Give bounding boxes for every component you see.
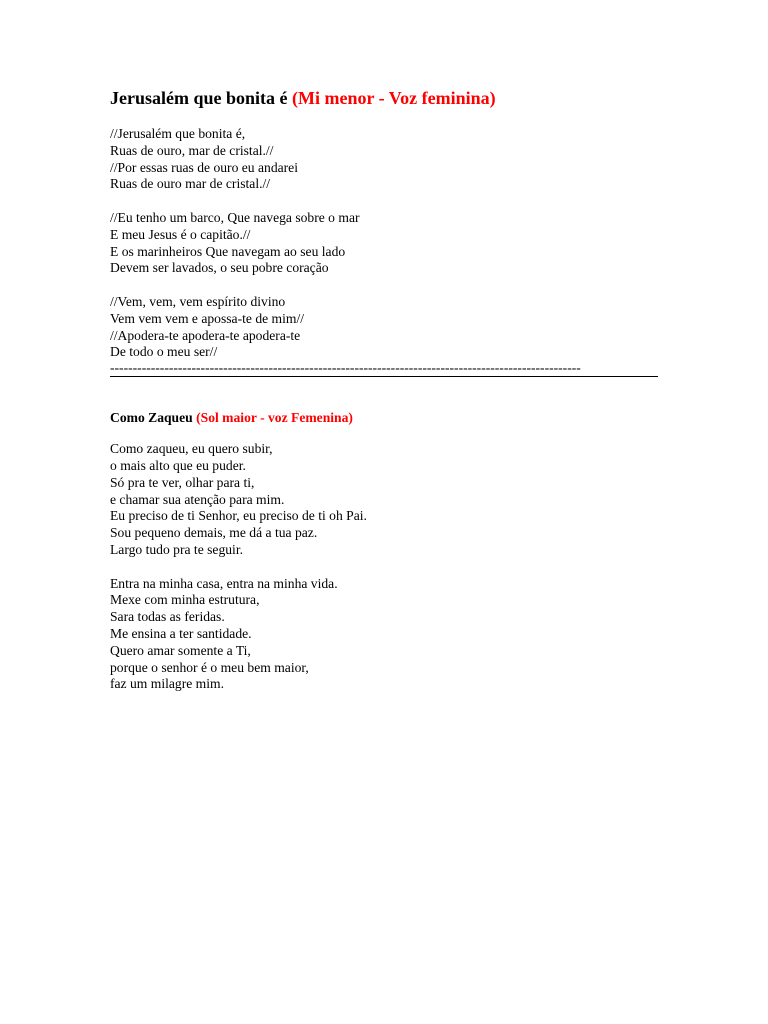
lyric-line: Eu preciso de ti Senhor, eu preciso de ti oh Pai. [110, 508, 367, 524]
lyric-line: e chamar sua atenção para mim. [110, 491, 285, 507]
song-2-key-note: (Sol maior - voz Femenina) [196, 410, 353, 426]
lyric-line: De todo o meu ser// [110, 344, 218, 360]
song-1-stanza-2 [110, 210, 670, 277]
song-1-stanza-1 [110, 126, 670, 193]
lyric-line: Sara todas as feridas. [110, 609, 225, 625]
lyric-line: faz um milagre mim. [110, 676, 225, 692]
lyric-line: //Apodera-te apodera-te apodera-te [110, 327, 301, 343]
lyric-line: //Vem, vem, vem espírito divino [110, 293, 286, 309]
lyric-line: porque o senhor é o meu bem maior, [110, 659, 309, 675]
document-page [110, 86, 670, 693]
song-2-title-text: Como Zaqueu [110, 410, 193, 426]
lyric-line: E meu Jesus é o capitão.// [110, 226, 251, 242]
dashed-separator: -------------------------------------------------------------------------------------------------------- [110, 361, 581, 376]
song-1-stanza-3 [110, 294, 670, 361]
lyric-line: Vem vem vem e apossa-te de mim// [110, 310, 305, 326]
lyric-line: Quero amar somente a Ti, [110, 642, 251, 658]
lyric-line: Entra na minha casa, entra na minha vida. [110, 575, 338, 591]
song-1-key-note: (Mi menor - Voz feminina) [292, 88, 496, 108]
lyric-line: Sou pequeno demais, me dá a tua paz. [110, 525, 318, 541]
lyric-line: Devem ser lavados, o seu pobre coração [110, 260, 329, 276]
lyric-line: Só pra te ver, olhar para ti, [110, 474, 255, 490]
song-2-stanza-2 [110, 576, 670, 694]
lyric-line: Como zaqueu, eu quero subir, [110, 441, 273, 457]
lyric-line: //Jerusalém que bonita é, [110, 126, 246, 141]
lyric-line: E os marinheiros Que navegam ao seu lado [110, 243, 346, 259]
lyric-line: Ruas de ouro mar de cristal.// [110, 176, 271, 192]
lyric-line: Me ensina a ter santidade. [110, 625, 252, 641]
song-1-title-text: Jerusalém que bonita é [110, 88, 288, 108]
lyric-line: Mexe com minha estrutura, [110, 592, 260, 608]
lyric-line: //Por essas ruas de ouro eu andarei [110, 159, 298, 175]
song-1-title [110, 86, 670, 110]
lyric-line: o mais alto que eu puder. [110, 457, 246, 473]
lyric-line: Ruas de ouro, mar de cristal.// [110, 142, 274, 158]
song-2-stanza-1 [110, 441, 670, 559]
lyric-line: Largo tudo pra te seguir. [110, 541, 244, 557]
lyric-line: //Eu tenho um barco, Que navega sobre o mar [110, 209, 360, 225]
song-2-title [110, 409, 670, 427]
